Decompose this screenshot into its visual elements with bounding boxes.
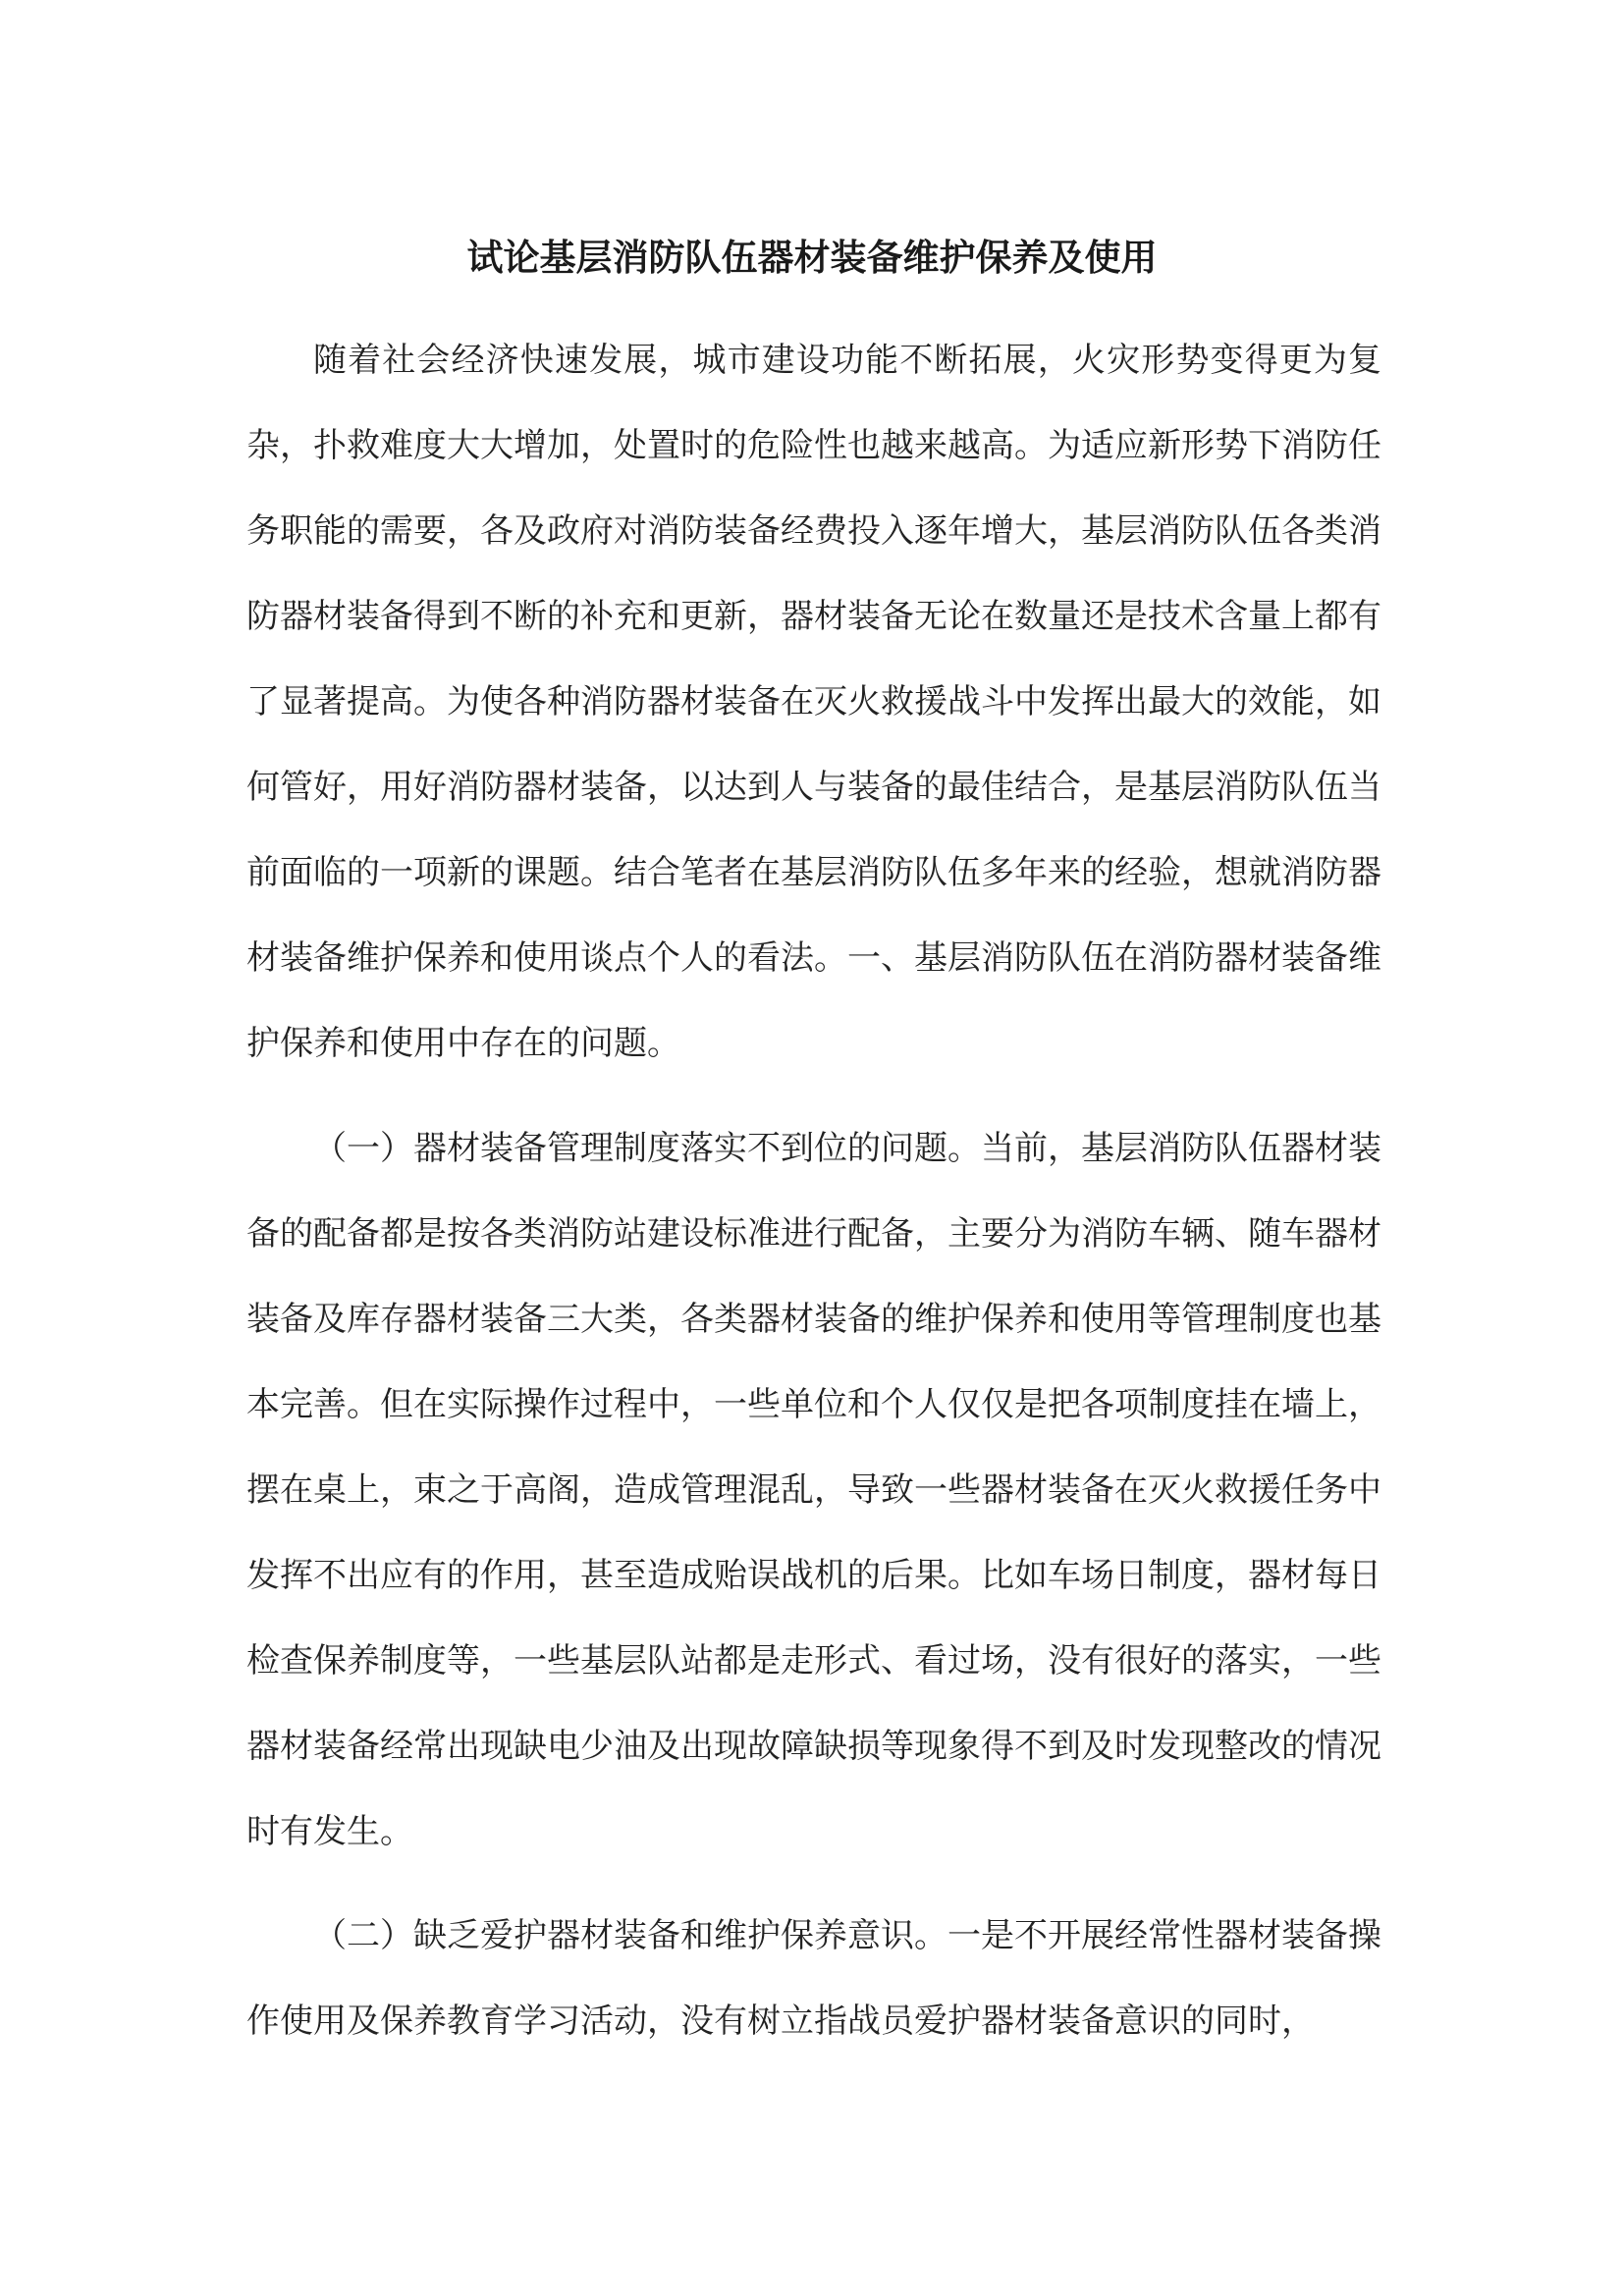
document-title: 试论基层消防队伍器材装备维护保养及使用 [466,237,1158,279]
paragraph-intro: 随着社会经济快速发展，城市建设功能不断拓展，火灾形势变得更为复杂，扑救难度大大增加，处置时的危险性也越来越高。为适应新形势下消防任务职能的需要，各及政府对消防装备经费投入逐年增大，基层消防队伍各类消防器材装备得到不断的补充和更新，器材装备无论在数量还是技术含量上都有了显著提高。为使各种消防器材装备在灭火救援战斗中发挥出最大的效能，如何管好，用好消防器材装备，以达到人与装备的最佳结合，是基层消防队伍当前面临的一项新的课题。结合笔者在基层消防队伍多年来的经验，想就消防器材装备维护保养和使用谈点个人的看法。一、基层消防队伍在消防器材装备维护保养和使用中存在的问题。 [246,341,1381,1063]
paragraph-section-1: （一）器材装备管理制度落实不到位的问题。当前，基层消防队伍器材装备的配备都是按各类消防站建设标准进行配备，主要分为消防车辆、随车器材装备及库存器材装备三大类，各类器材装备的维护保养和使用等管理制度也基本完善。但在实际操作过程中，一些单位和个人仅仅是把各项制度挂在墙上，摆在桌上，束之于高阁，造成管理混乱，导致一些器材装备在灭火救援任务中发挥不出应有的作用，甚至造成贻误战机的后果。比如车场日制度，器材每日检查保养制度等，一些基层队站都是走形式、看过场，没有很好的落实，一些器材装备经常出现缺电少油及出现故障缺损等现象得不到及时发现整改的情况时有发生。 [246,1129,1381,1851]
paragraph-section-2: （二）缺乏爱护器材装备和维护保养意识。一是不开展经常性器材装备操作使用及保养教育学习活动，没有树立指战员爱护器材装备意识的同时， [246,1916,1381,2041]
